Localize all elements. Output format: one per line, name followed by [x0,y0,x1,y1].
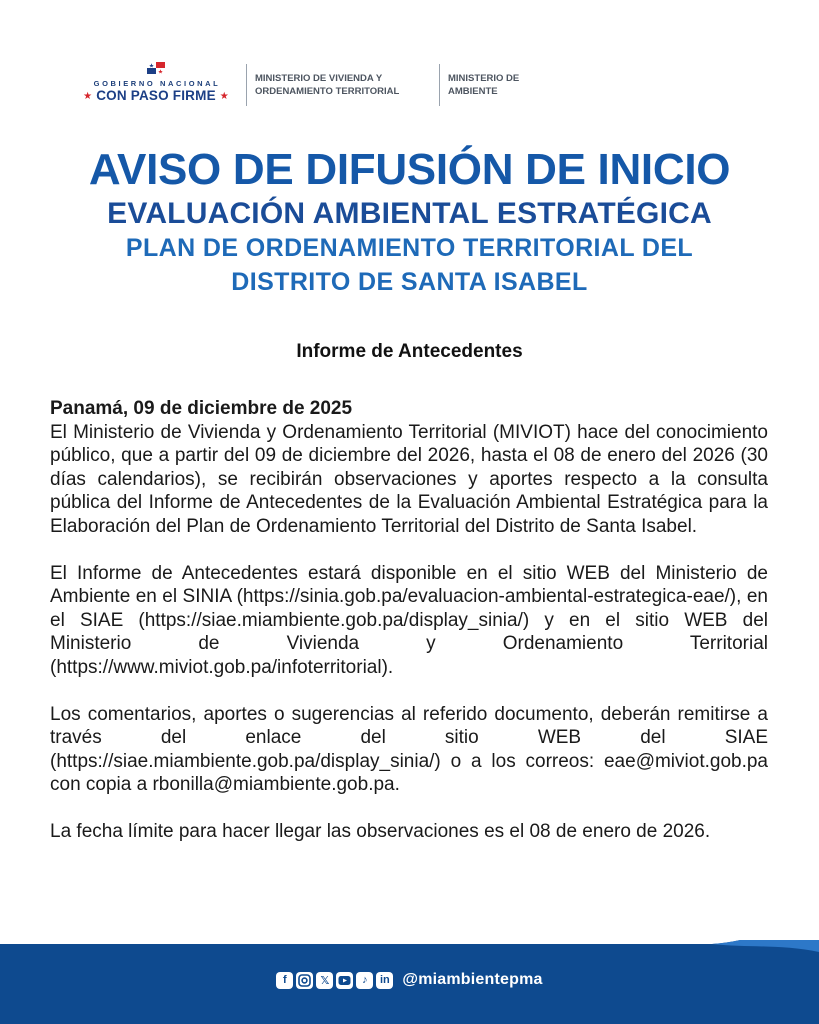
panama-flag-icon [147,62,165,74]
tiktok-icon[interactable]: ♪ [356,972,373,989]
star-icon: ★ [219,91,229,102]
instagram-icon[interactable] [296,972,313,989]
gobierno-logo [72,60,240,110]
linkedin-icon[interactable]: in [376,972,393,989]
gov-main-text [72,88,240,103]
page-title: AVISO DE DIFUSIÓN DE INICIO [88,145,731,194]
title-subheading: EVALUACIÓN AMBIENTAL ESTRATÉGICA [107,197,712,230]
youtube-icon[interactable] [336,972,353,989]
paragraph-deadline: La fecha límite para hacer llegar las observaciones es el 08 de enero de 2026. [50,821,711,842]
divider [439,64,440,106]
facebook-icon[interactable]: f [276,972,293,989]
star-icon: ★ [83,91,93,102]
ministry-vivienda-label: MINISTERIO DE VIVIENDA Y ORDENAMIENTO TERRITORIAL [255,73,400,97]
notice-date: Panamá, 09 de diciembre de 2025 [50,398,353,419]
title-plan-line2: DISTRITO DE SANTA ISABEL [231,268,588,296]
document-subtitle: Informe de Antecedentes [296,341,523,362]
divider [246,64,247,106]
paragraph-intro: El Ministerio de Vivienda y Ordenamiento Territorial (MIVIOT) hace del conocimiento público, que a partir del 09 de diciembre del 2026, hasta el 08 de enero del 2026 (30 días calendarios), se recibirán observaciones y aportes respecto a la consulta pública del Informe de Antecedentes de la Evaluación Ambiental Estratégica para la Elaboración del Plan de Ordenamiento Territorial del Distrito de Santa Isabel. [50,421,768,537]
notice-body [50,397,768,844]
ministry-ambiente-label: MINISTERIO DE AMBIENTE [448,73,520,97]
social-bar [0,971,819,989]
paragraph-comments: Los comentarios, aportes o sugerencias al referido documento, deberán remitirse a través del enlace del sitio WEB del SIAE (https://siae.miambiente.gob.pa/display_sinia/) o a los correos: eae@miviot.gob.pa con copia a rbonilla@miambiente.gob.pa. [50,703,768,795]
gov-top-text: GOBIERNO NACIONAL [93,79,221,88]
title-plan-line1: PLAN DE ORDENAMIENTO TERRITORIAL DEL [125,234,694,262]
gov-main-label: CON PASO FIRME [96,88,216,103]
social-handle[interactable]: @miambientepma [402,971,543,988]
paragraph-availability: El Informe de Antecedentes estará disponible en el sitio WEB del Ministerio de Ambiente en el SINIA (https://sinia.gob.pa/evaluacion-ambiental-estrategica-eae/), en el SIAE (https://siae.miambiente.gob.pa/display_sinia/) y en el sitio WEB del Ministerio de Vivienda y Ordenamiento Territorial (https://www.miviot.gob.pa/infoterritorial). [50,562,768,678]
x-icon[interactable]: 𝕏 [316,972,333,989]
header-logos [72,60,548,110]
title-block [20,143,799,299]
